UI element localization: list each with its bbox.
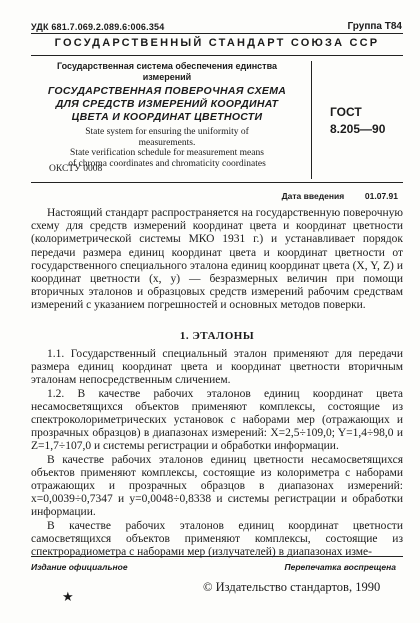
title-line-2: ДЛЯ СРЕДСТВ ИЗМЕРЕНИЙ КООРДИНАТ xyxy=(55,98,279,110)
paragraph-1-2: 1.2. В качестве рабочих эталонов единиц координат цвета несамосветящихся объектов применяют комплексы, состоящие из спектроколориметрических установок с наборами мер (отражающих и прозрачных образцов) в диапазонах измерений: X=2,5÷109,0; Y=1,4÷98,0 и Z=1,7÷107,0 и системы регистрации и обработки информации. xyxy=(31,387,403,453)
paragraph-1-1: 1.1. Государственный специальный эталон применяют для передачи размера единиц координат цвета и координат цветности вторичным эталонам непосредственным сличением. xyxy=(31,348,403,387)
gost-label: ГОСТ xyxy=(330,105,362,119)
title-bottom-rule xyxy=(31,182,403,183)
date-value: 01.07.91 xyxy=(364,191,398,201)
paragraph-self-luminous: В качестве рабочих эталонов единиц координат цветности самосветящихся объектов применяют комплексы, состоящие из спектрорадиометра с наборами мер (излучателей) в диапазонах изме- xyxy=(31,519,403,559)
date-label: Дата введения xyxy=(281,191,345,201)
system-line-2: измерений xyxy=(142,72,192,82)
title-block xyxy=(31,61,303,169)
udk-code: УДК 681.7.069.2.089.6:006.354 xyxy=(31,22,165,32)
intro-paragraph xyxy=(31,207,403,313)
footer-rule xyxy=(31,556,403,557)
star-icon: ★ xyxy=(62,589,74,604)
paragraph-color-eталон: В качестве рабочих эталонов единиц цветности несамосветящихся объектов применяют комплексы, состоящие из колориметра с наборами отражающих и прозрачных образцов в диапазонах измерений: x=0,0039÷0,7347 и y=0,0048÷0,8338 и системы регистрации и обработки информации. xyxy=(31,453,403,519)
english-line-2: measurements. xyxy=(138,137,196,148)
english-line-1: State system for ensuring the uniformity of xyxy=(85,127,249,137)
title-line-1: ГОСУДАРСТВЕННАЯ ПОВЕРОЧНАЯ СХЕМА xyxy=(47,85,287,97)
standard-banner: ГОСУДАРСТВЕННЫЙ СТАНДАРТ СОЮЗА ССР xyxy=(54,37,380,49)
english-title xyxy=(31,127,303,169)
copyright: © Издательство стандартов, 1990 xyxy=(203,580,381,594)
reprint-prohibited: Перепечатка воспрещена xyxy=(284,562,396,572)
title-divider xyxy=(311,61,312,179)
gost-designation xyxy=(330,104,385,138)
english-line-4: of chroma coordinates and chromaticity coordinates xyxy=(68,158,266,169)
intro-text: Настоящий стандарт распространяется на государственную поверочную схему для средств измерений координат цвета и координат цветности (колориметрической системы МКО 1931 г.) и устанавливает порядок передачи размера единиц координат цвета и координат цветности от государственного специального эталона единиц координат цвета (X, Y, Z) и координат цветности (x, y) — безразмерных величин при помощи вторичных эталонов и образцовых средств измерений рабочим средствам измерений с указанием погрешностей и основных методов поверки. xyxy=(31,207,403,312)
english-line-3: State verification schedule for measurement means xyxy=(70,148,264,158)
system-line-1: Государственная система обеспечения единства xyxy=(56,61,278,71)
effective-date xyxy=(282,191,398,201)
banner-rule xyxy=(31,55,403,56)
official-edition: Издание официальное xyxy=(31,562,128,572)
section-title: 1. ЭТАЛОНЫ xyxy=(179,330,255,342)
title-line-3: ЦВЕТА И КООРДИНАТ ЦВЕТНОСТИ xyxy=(71,111,263,123)
document-title xyxy=(31,85,303,124)
group-code: Группа Т84 xyxy=(347,21,402,32)
section-body xyxy=(31,348,403,559)
gost-number: 8.205—90 xyxy=(330,122,386,136)
top-rule xyxy=(31,33,403,34)
okstu-code: ОКСТУ 0008 xyxy=(49,164,103,174)
